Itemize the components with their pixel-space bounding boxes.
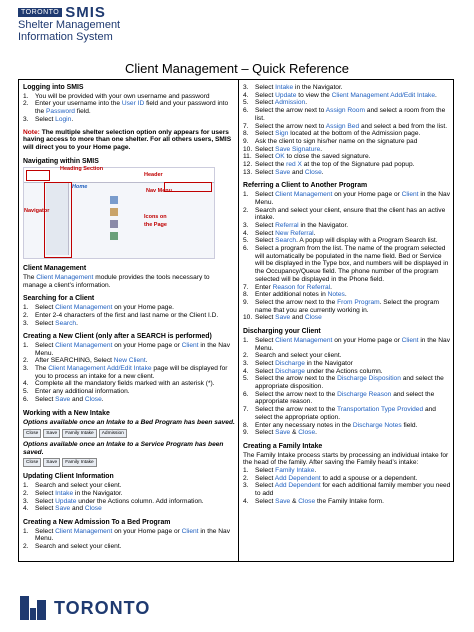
list-item: 6. Select a program from the list. The name of the program selected will automatically be populated in the name field. Bed or Service will be displayed in the Type box, and numbers will be displayed in the Occupancy/Queue field. The phone number of the program selected will be displayed in the Phone field.	[243, 245, 449, 283]
column-divider	[238, 80, 239, 561]
service-program-options: Options available once an Intake to a Service Program has been saved.	[23, 440, 224, 456]
list-item: 3. Select Referral in the Navigator.	[243, 221, 349, 229]
list-item: 3. Select Intake in the Navigator.	[243, 84, 343, 91]
section-heading-referral: Referring a Client to Another Program	[243, 182, 368, 190]
section-heading-admission: Creating a New Admission To a Bed Program	[23, 518, 171, 526]
admission-steps-continued	[243, 84, 451, 176]
list-item: 5. Select Search. A popup will display with a Program Search list.	[243, 237, 438, 245]
list-item: 2. Enter 2-4 characters of the first and last name or the Client I.D.	[23, 311, 219, 319]
logo-line-1: Shelter Management	[18, 19, 121, 31]
heading-section-label: Heading Section	[60, 166, 104, 173]
close-button[interactable]: Close	[23, 458, 41, 467]
icons-label: Icons on the Page	[144, 214, 167, 229]
list-item: 8. Select Sign located at the bottom of the Admission page.	[243, 130, 421, 138]
list-item: 3. Select Update under the Actions column. Add information.	[23, 497, 204, 505]
list-item: 5. Select the arrow next to the Discharge Disposition and select the appropriate disposition.	[243, 375, 444, 391]
admission-steps	[23, 528, 235, 551]
list-item: 4. Select Discharge under the Actions column.	[243, 367, 383, 375]
list-item: 11. Select OK to close the saved signature.	[243, 153, 371, 161]
list-item: 3. Select Search.	[23, 319, 78, 327]
list-item: 9. Ask the client to sign his/her name on the signature pad	[243, 137, 418, 145]
save-button[interactable]: Save	[43, 458, 60, 467]
list-item: 9. Select the arrow next to the From Program. Select the program name that you are currently working in.	[243, 298, 439, 314]
section-heading-client-management: Client Management	[23, 265, 87, 273]
smis-logo	[18, 6, 168, 58]
save-button[interactable]: Save	[43, 429, 60, 438]
navigator-label: Navigator	[24, 208, 50, 215]
list-item: 1. Select Client Management on your Home page or Client in the Nav Menu.	[23, 341, 231, 357]
bed-intake-toolbar	[23, 429, 235, 438]
list-item: 13. Select Save and Close.	[243, 168, 324, 176]
list-item: 8. Enter additional notes in Notes.	[243, 291, 347, 299]
family-intake-intro: The Family Intake process starts by processing an individual intake for the head of the family. After saving the Family head’s intake:	[243, 451, 449, 467]
list-item: 9. Select Save & Close.	[243, 429, 317, 437]
home-label: Home	[72, 184, 88, 191]
list-item: 1. Select Client Management on your Home page or Client in the Nav Menu.	[243, 336, 451, 352]
list-item: 4. Select New Referral.	[243, 229, 316, 237]
service-intake-toolbar	[23, 458, 235, 467]
list-item: 4. Select Save and Close	[23, 505, 102, 513]
referral-steps	[243, 191, 451, 322]
list-item: 1. Select Client Management on your Home page.	[23, 304, 174, 312]
list-item: 7. Enter Reason for Referral.	[243, 283, 332, 291]
list-item: 6. Select Save and Close.	[23, 395, 104, 403]
list-item: 6. Select the arrow next to Assign Room and select a room from the list.	[243, 107, 446, 122]
list-item: 7. Select the arrow next to the Transportation Type Provided and select the appropriate option.	[243, 406, 436, 421]
list-item: 2. Select Intake in the Navigator.	[23, 489, 123, 497]
bed-program-options: Options available once an Intake to a Bed Program has been saved.	[23, 419, 235, 427]
list-item: 6. Select the arrow next to the Discharge Reason and select the appropriate reason.	[243, 390, 435, 406]
list-item: 3. Select Discharge in the Navigator	[243, 359, 353, 367]
reference-panel	[18, 79, 454, 562]
list-item: 2. Select Add Dependent to add a spouse or a dependent.	[243, 474, 418, 482]
list-item: 7. Select the arrow next to Assign Bed and select a bed from the list.	[243, 122, 448, 130]
search-steps	[23, 304, 235, 327]
list-item: 4. Select Update to view the Client Management Add/Edit Intake.	[243, 91, 437, 99]
nav-menu-label: Nav Menu	[146, 188, 172, 195]
list-item: 5. Enter any additional information.	[23, 388, 130, 396]
list-item: 4. Select Save & Close the Family Intake form.	[243, 497, 385, 505]
list-item: 12. Select the red X at the top of the Signature pad popup.	[243, 161, 415, 169]
login-steps	[23, 93, 235, 124]
section-heading-discharge: Discharging your Client	[243, 328, 321, 336]
login-note: Note: The multiple shelter selection option only appears for users having access to more than one shelter. For all others users, SMIS will direct you to your Home page.	[23, 128, 232, 151]
nav-menu-box	[164, 182, 212, 192]
family-intake-button[interactable]: Family Intake	[62, 429, 97, 438]
logo-smis: SMIS	[65, 4, 106, 21]
navigation-screenshot	[23, 167, 215, 259]
list-item: 2. Search and select your client.	[23, 543, 122, 551]
list-item: 10. Select Save Signature.	[243, 145, 323, 153]
section-heading-new-intake: Working with a New Intake	[23, 409, 110, 417]
family-intake-steps	[243, 467, 451, 506]
create-client-steps	[23, 342, 235, 404]
list-item: 2. After SEARCHING, Select New Client.	[23, 357, 148, 365]
section-heading-login: Logging into SMIS	[23, 84, 84, 91]
list-item: 3. Select Add Dependent for each additional family member you need to add	[243, 482, 451, 498]
list-item: 2. Search and select your client, ensure that the client has an active intake.	[243, 206, 446, 222]
city-hall-icon	[18, 594, 48, 622]
left-column	[23, 84, 235, 551]
list-item: 8. Enter any necessary notes in the Discharge Notes field.	[243, 421, 418, 429]
list-item: 5. Select Admission.	[243, 99, 308, 107]
list-item: 10. Select Save and Close	[243, 314, 322, 322]
list-item: 2. Enter your username into the User ID field and your password into the Password field.	[23, 100, 229, 116]
logo-line-2: Information System	[18, 31, 113, 43]
section-heading-family-intake: Creating a Family Intake	[243, 442, 323, 450]
list-item: 1. You will be provided with your own username and password	[23, 92, 210, 100]
list-item: 1. Search and select your client.	[23, 482, 122, 490]
discharge-steps	[243, 337, 451, 437]
list-item: 2. Search and select your client.	[243, 352, 342, 360]
logo-toronto: TORONTO	[18, 8, 62, 17]
list-item: 1. Select Client Management on your Home page or Client in the Nav Menu.	[243, 191, 451, 206]
client-management-description: The Client Management module provides the tools necessary to manage a client’s information.	[23, 274, 210, 289]
section-heading-create-client: Creating a New Client (only after a SEARCH is performed)	[23, 333, 212, 341]
header-logo-box	[26, 170, 50, 181]
right-column	[243, 84, 451, 506]
section-heading-update: Updating Client Information	[23, 473, 114, 481]
list-item: 1. Select Client Management on your Home page or Client in the Nav Menu.	[23, 527, 231, 543]
list-item: 3. The Client Management Add/Edit Intake page will be displayed for you to process an intake for a new client.	[23, 365, 228, 380]
section-heading-search: Searching for a Client	[23, 295, 95, 303]
header-label: Header	[144, 172, 163, 179]
family-intake-button[interactable]: Family Intake	[62, 458, 97, 467]
admission-button[interactable]: Admission	[99, 429, 127, 438]
list-item: 1. Select Family Intake.	[243, 467, 317, 475]
toronto-footer-logo	[18, 594, 150, 622]
list-item: 3. Select Login.	[23, 115, 74, 123]
section-heading-navigating: Navigating within SMIS	[23, 157, 99, 165]
footer-toronto-text: TORONTO	[54, 597, 151, 618]
update-steps	[23, 482, 235, 513]
page-title: Client Management – Quick Reference	[124, 61, 349, 76]
list-item: 4. Complete all the mandatory fields marked with an asterisk (*).	[23, 380, 215, 388]
navigator-box	[44, 182, 72, 258]
close-button[interactable]: Close	[23, 429, 41, 438]
